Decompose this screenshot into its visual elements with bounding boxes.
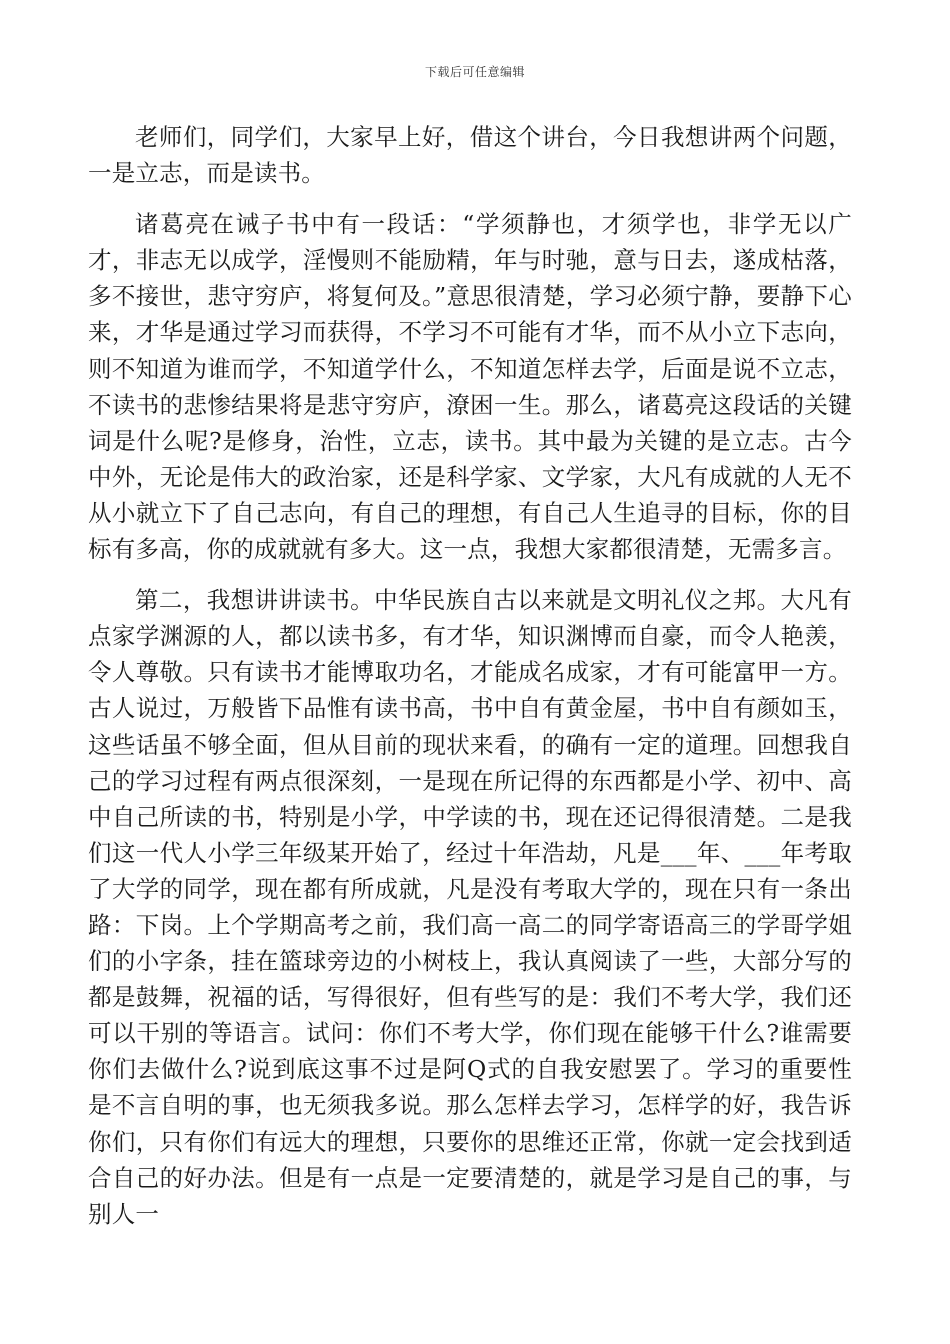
document-body xyxy=(88,119,852,1247)
paragraph-reading: 第二，我想讲讲读书。中华民族自古以来就是文明礼仪之邦。大凡有点家学渊源的人，都以读书多，有才华，知识渊博而自豪，而令人艳羡，令人尊敬。只有读书才能博取功名，才能成名成家，才有可能富甲一方。古人说过，万般皆下品惟有读书高，书中自有黄金屋，书中自有颜如玉，这些话虽不够全面，但从目前的现状来看，的确有一定的道理。回想我自己的学习过程有两点很深刻，一是现在所记得的东西都是小学、初中、高中自己所读的书，特别是小学，中学读的书，现在还记得很清楚。二是我们这一代人小学三年级某开始了，经过十年浩劫，凡是___年、___年考取了大学的同学，现在都有所成就，凡是没有考取大学的，现在只有一条出路：下岗。上个学期高考之前，我们高一高二的同学寄语高三的学哥学姐们的小字条，挂在篮球旁边的小树枝上，我认真阅读了一些，大部分写的都是鼓舞，祝福的话，写得很好，但有些写的是：我们不考大学，我们还可以干别的等语言。试问：你们不考大学，你们现在能够干什么?谁需要你们去做什么?说到底这事不过是阿Q式的自我安慰罢了。学习的重要性是不言自明的事，也无须我多说。那么怎样去学习，怎样学的好，我告诉你们，只有你们有远大的理想，只要你的思维还正常，你就一定会找到适合自己的好办法。但是有一点是一定要清楚的，就是学习是自己的事，与别人一 xyxy=(88,586,852,1228)
paragraph-zhuge-liang: 诸葛亮在诫子书中有一段话：“学须静也，才须学也，非学无以广才，非志无以成学，淫慢则不能励精，年与时驰，意与日去，遂成枯落，多不接世，悲守穷庐，将复何及。”意思很清楚，学习必须宁静，要静下心来，才华是通过学习而获得，不学习不可能有才华，而不从小立下志向，则不知道为谁而学，不知道学什么，不知道怎样去学，后面是说不立志，不读书的悲惨结果将是悲守穷庐，潦困一生。那么，诸葛亮这段话的关键词是什么呢?是修身，治性，立志，读书。其中最为关键的是立志。古今中外，无论是伟大的政治家，还是科学家、文学家，大凡有成就的人无不从小就立下了自己志向，有自己的理想，有自己人生追寻的目标，你的目标有多高，你的成就就有多大。这一点，我想大家都很清楚，无需多言。 xyxy=(88,210,852,564)
paragraph-intro: 老师们，同学们，大家早上好，借这个讲台，今日我想讲两个问题，一是立志，而是读书。 xyxy=(88,123,852,188)
page-header-note: 下载后可任意编辑 xyxy=(424,65,525,79)
